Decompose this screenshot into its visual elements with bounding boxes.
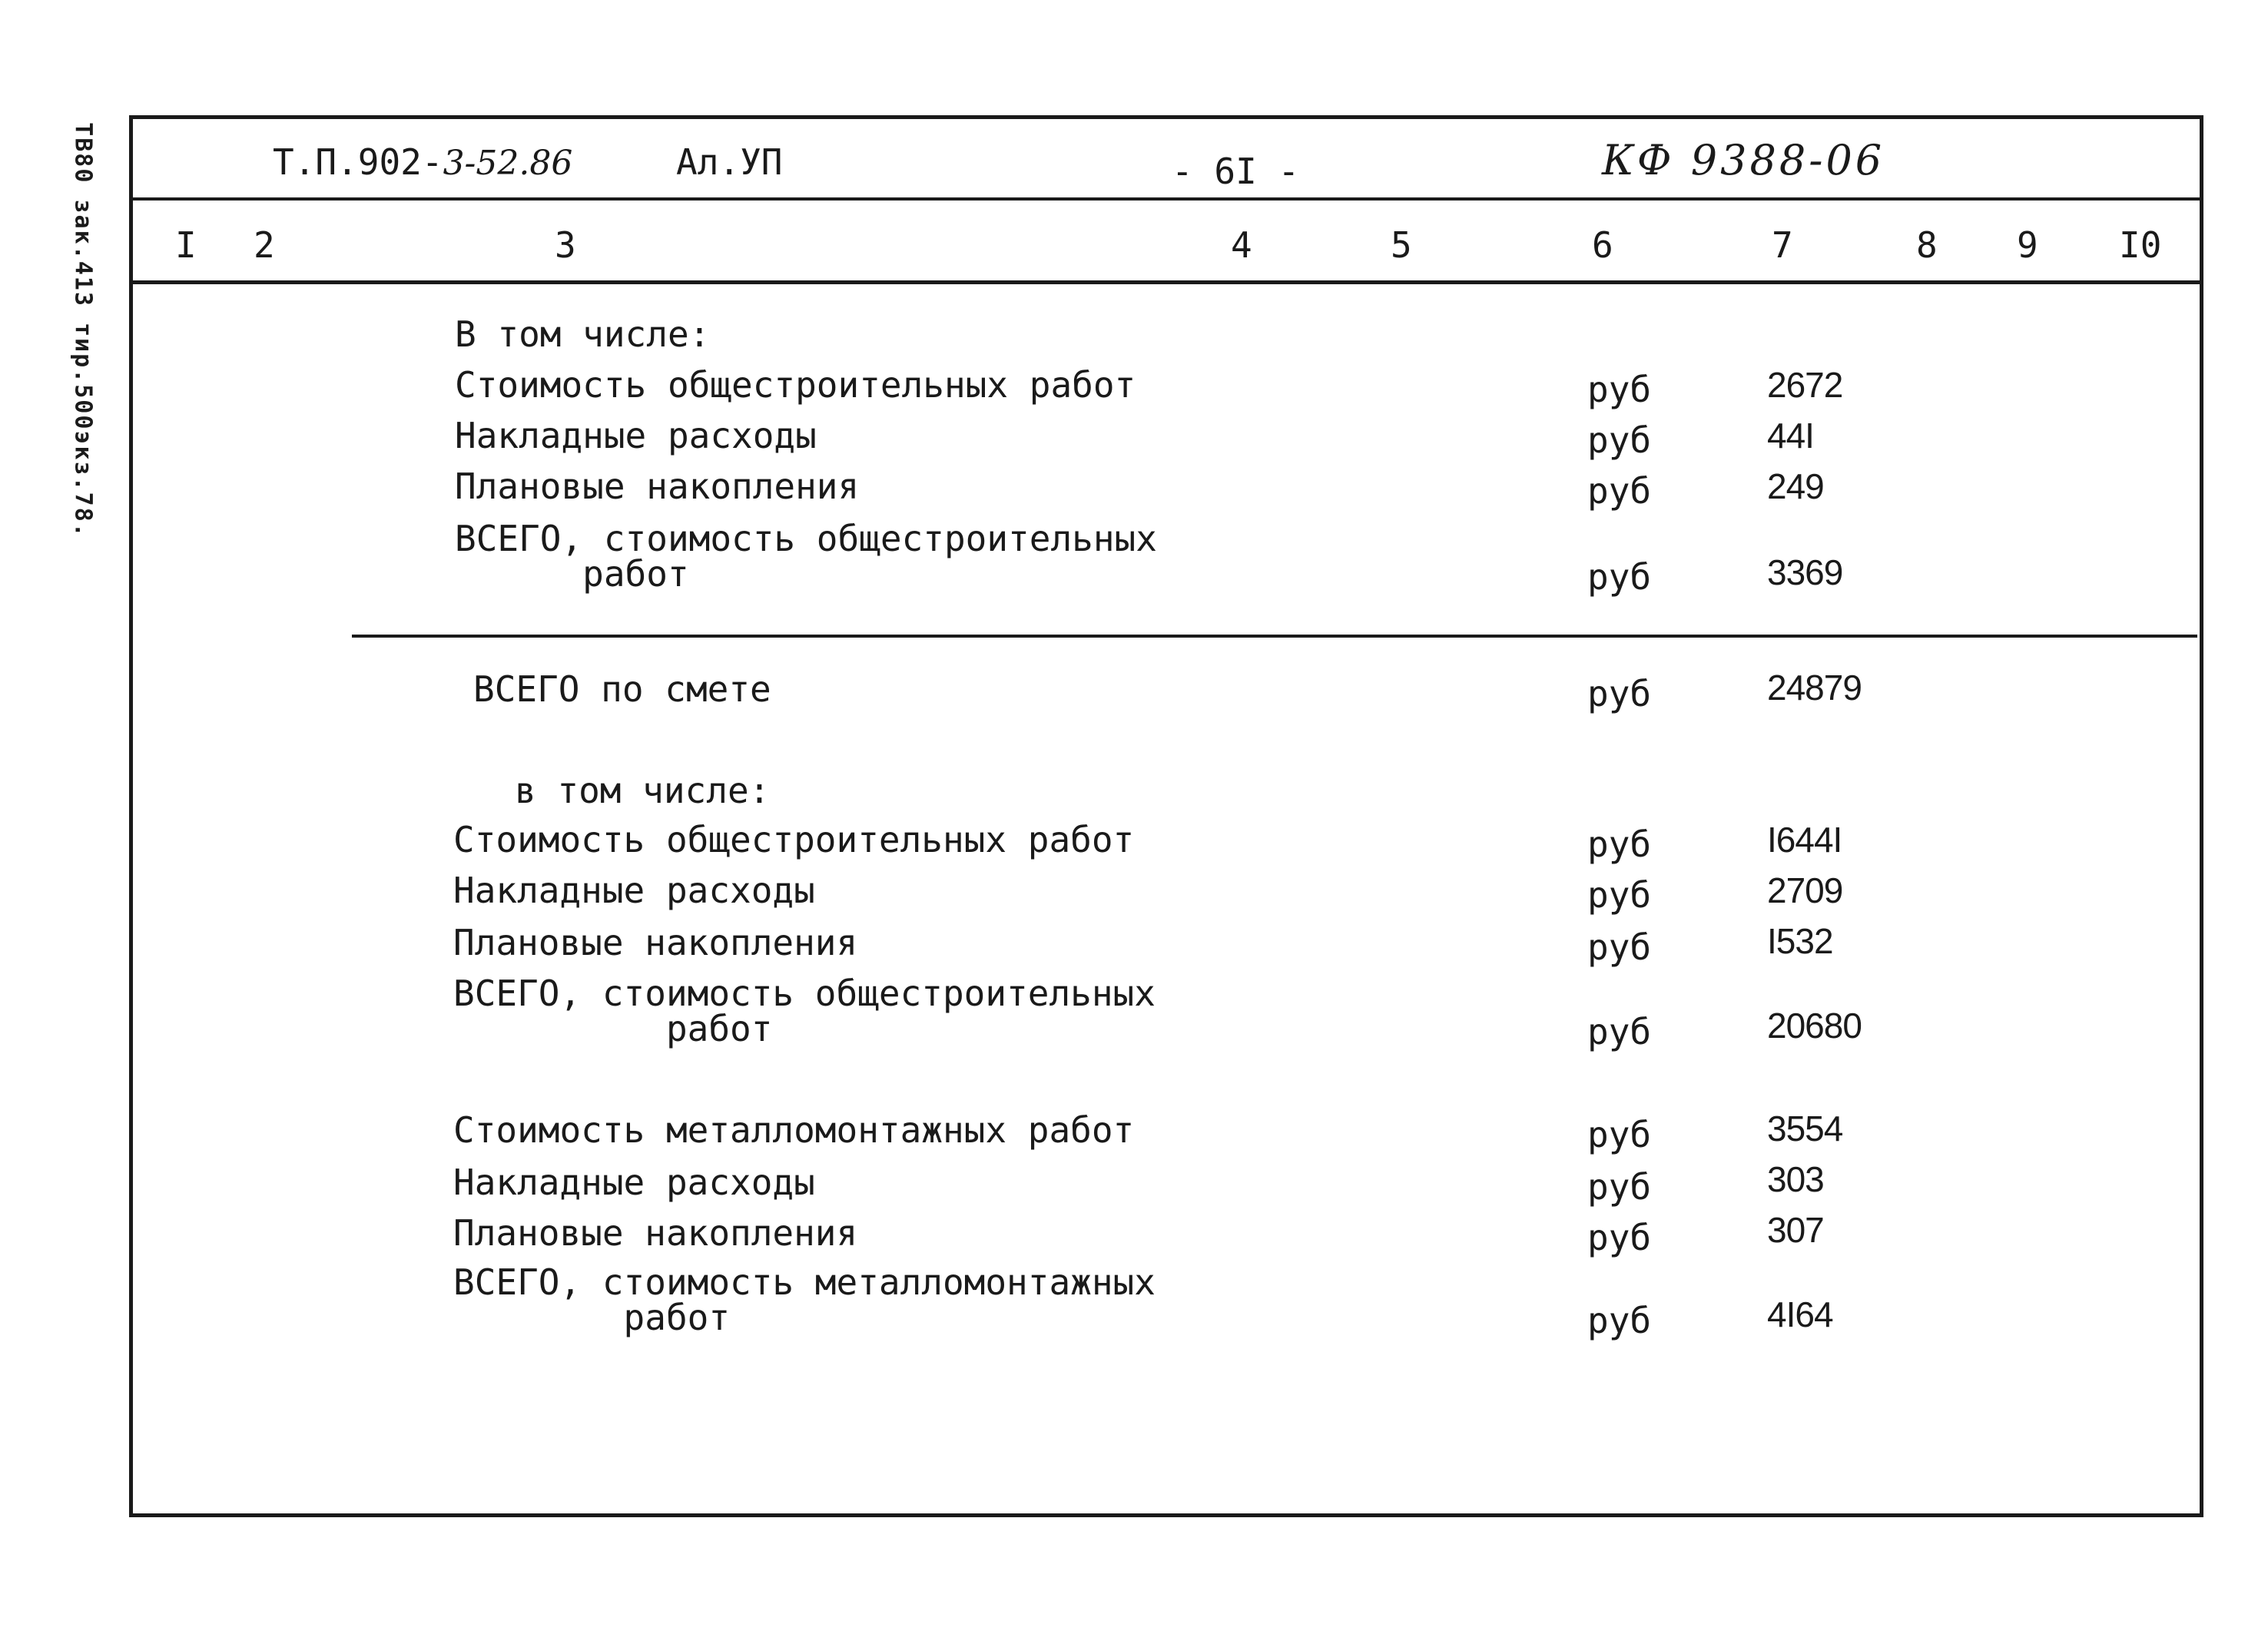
- doc-code: Т.П.902-3-52.86: [273, 141, 573, 183]
- row-value: 24879: [1767, 668, 1862, 708]
- row-unit: руб: [1587, 556, 1652, 598]
- row-unit: руб: [1587, 1011, 1652, 1052]
- row-value: 307: [1767, 1210, 1824, 1250]
- column-header: I0: [2119, 224, 2162, 266]
- row-label: Плановые накопления: [455, 466, 860, 507]
- row-value: 44I: [1767, 416, 1814, 456]
- row-value: 3554: [1767, 1109, 1843, 1148]
- row-unit: руб: [1587, 1300, 1652, 1341]
- column-header: 7: [1772, 224, 1793, 266]
- row-unit: руб: [1587, 824, 1652, 865]
- row-unit: руб: [1587, 470, 1652, 512]
- row-label: Стоимость общестроительных работ: [455, 364, 1136, 406]
- row-value: 303: [1767, 1159, 1824, 1199]
- album-label: Ал.УП: [676, 141, 783, 183]
- row-label: Плановые накопления: [453, 922, 858, 963]
- page-number: - 6I -: [1172, 151, 1300, 192]
- row-label: ВСЕГО, стоимость металломонтажных работ: [453, 1261, 1156, 1338]
- doc-code-handwritten: 3-52.86: [443, 144, 573, 183]
- column-header: I: [175, 224, 197, 266]
- column-header-divider: [129, 280, 2203, 284]
- column-header: 4: [1231, 224, 1252, 266]
- print-run-text: ТВ80 зак.413 тир.500экз.78.: [69, 122, 97, 539]
- row-unit: руб: [1587, 1217, 1652, 1258]
- row-label: Накладные расходы: [455, 415, 817, 456]
- row-value: 20680: [1767, 1006, 1862, 1046]
- row-label: Накладные расходы: [453, 870, 815, 911]
- row-unit: руб: [1587, 369, 1652, 410]
- row-value: I644I: [1767, 820, 1842, 860]
- row-unit: руб: [1587, 673, 1652, 714]
- header-divider: [129, 197, 2203, 201]
- row-value: 2709: [1767, 870, 1843, 910]
- total-divider: [352, 635, 2197, 638]
- row-label: Накладные расходы: [453, 1162, 815, 1203]
- row-label: Стоимость общестроительных работ: [453, 819, 1135, 860]
- column-header: 8: [1916, 224, 1938, 266]
- row-label: ВСЕГО, стоимость общестроительных работ: [455, 518, 1157, 595]
- row-label: Стоимость металломонтажных работ: [453, 1109, 1135, 1151]
- row-value: 249: [1767, 466, 1824, 506]
- row-value: I532: [1767, 921, 1833, 961]
- page-frame: [129, 115, 2203, 1517]
- print-run-note: [60, 115, 106, 545]
- column-header: 9: [2017, 224, 2038, 266]
- row-unit: руб: [1587, 926, 1652, 968]
- row-unit: руб: [1587, 1114, 1652, 1155]
- row-label: ВСЕГО, стоимость общестроительных работ: [453, 973, 1156, 1049]
- row-label: Плановые накопления: [453, 1212, 858, 1254]
- row-value: 2672: [1767, 365, 1843, 405]
- column-header: 6: [1592, 224, 1613, 266]
- stamp-number: КФ 9388-06: [1602, 136, 1885, 184]
- section-heading: В том числе:: [455, 313, 711, 355]
- row-value: 4I64: [1767, 1294, 1833, 1334]
- row-unit: руб: [1587, 874, 1652, 916]
- column-header: 5: [1391, 224, 1412, 266]
- column-header: 3: [555, 224, 576, 266]
- section-heading: в том числе:: [515, 770, 771, 811]
- column-header: 2: [254, 224, 275, 266]
- row-unit: руб: [1587, 419, 1652, 461]
- row-value: 3369: [1767, 552, 1843, 592]
- row-unit: руб: [1587, 1166, 1652, 1208]
- row-label: ВСЕГО по смете: [473, 668, 771, 710]
